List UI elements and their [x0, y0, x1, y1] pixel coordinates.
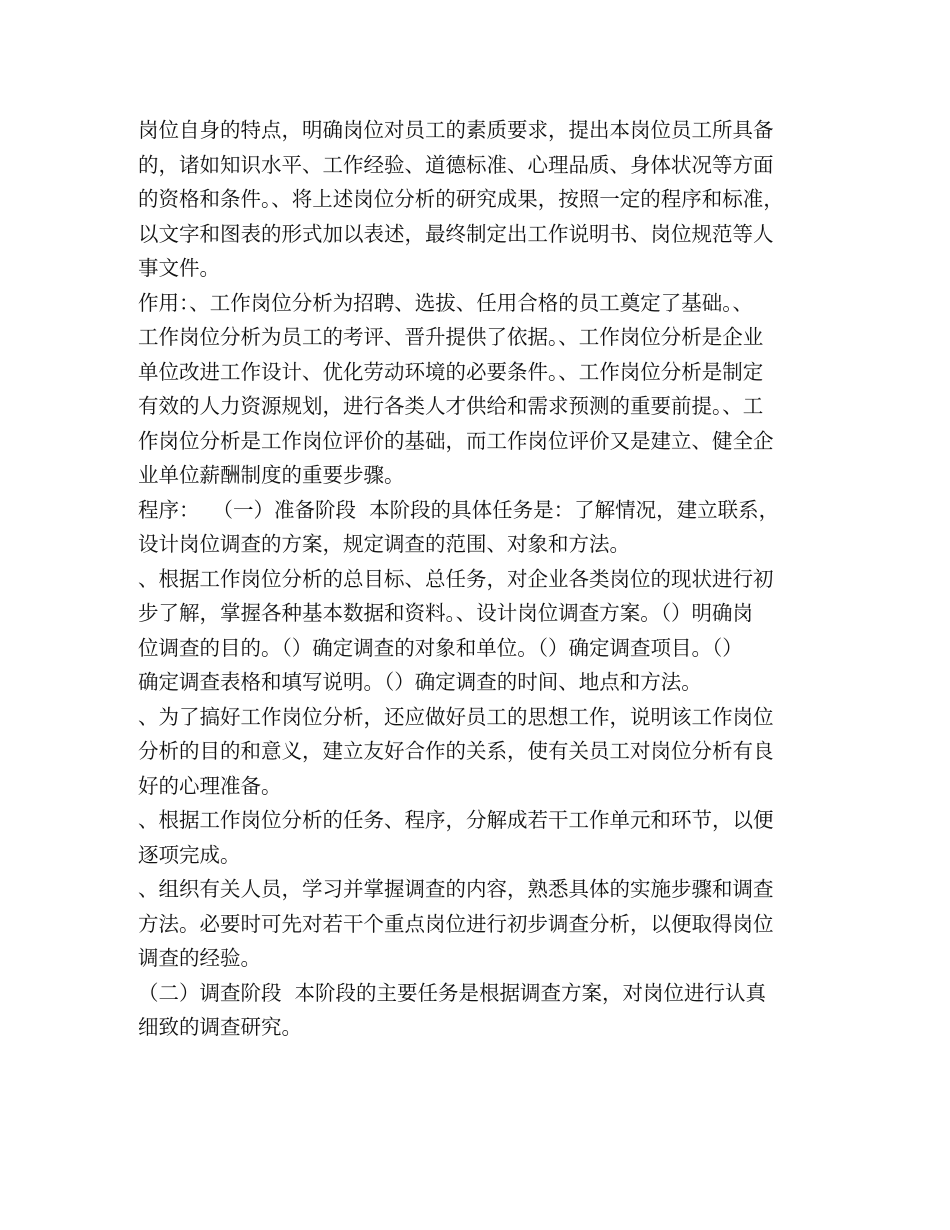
document-body — [138, 113, 828, 1045]
text-line: （二）调查阶段 本阶段的主要任务是根据调查方案，对岗位进行认真 — [138, 980, 767, 1005]
text-line: 的资格和条件。、将上述岗位分析的研究成果，按照一定的程序和标准， — [138, 187, 784, 211]
text-line: 步了解，掌握各种基本数据和资料。、设计岗位调查方案。（）明确岗 — [138, 601, 753, 625]
text-line: 有效的人力资源规划，进行各类人才供给和需求预测的重要前提。、工 — [138, 394, 764, 418]
text-line: 单位改进工作设计、优化劳动环境的必要条件。、工作岗位分析是制定 — [138, 359, 764, 384]
text-line: 程序： （一）准备阶段 本阶段的具体任务是：了解情况，建立联系， — [138, 497, 780, 522]
text-line: 事文件。 — [138, 256, 220, 280]
text-line: 、根据工作岗位分析的任务、程序，分解成若干工作单元和环节，以便 — [138, 808, 774, 832]
text-line: 逐项完成。 — [138, 842, 241, 867]
text-line: 分析的目的和意义，建立友好合作的关系，使有关员工对岗位分析有良 — [138, 739, 774, 763]
text-line: 好的心理准备。 — [138, 773, 282, 798]
text-line: 作岗位分析是工作岗位评价的基础，而工作岗位评价又是建立、健全企 — [138, 428, 774, 453]
text-line: 方法。必要时可先对若干个重点岗位进行初步调查分析，以便取得岗位 — [138, 911, 774, 936]
text-line: 确定调查表格和填写说明。（）确定调查的时间、地点和方法。 — [138, 670, 702, 694]
text-line: 调查的经验。 — [138, 946, 261, 970]
text-line: 工作岗位分析为员工的考评、晋升提供了依据。、工作岗位分析是企业 — [138, 325, 764, 349]
text-line: 作用：、工作岗位分析为招聘、选拔、任用合格的员工奠定了基础。、 — [138, 290, 753, 315]
text-line: 、组织有关人员，学习并掌握调查的内容，熟悉具体的实施步骤和调查 — [138, 877, 774, 901]
text-line: 设计岗位调查的方案，规定调查的范围、对象和方法。 — [138, 532, 630, 556]
text-line: 业单位薪酬制度的重要步骤。 — [138, 463, 405, 487]
text-line: 岗位自身的特点，明确岗位对员工的素质要求，提出本岗位员工所具备 — [138, 118, 774, 142]
text-line: 、为了搞好工作岗位分析，还应做好员工的思想工作，说明该工作岗位 — [138, 704, 774, 729]
text-line: 、根据工作岗位分析的总目标、总任务，对企业各类岗位的现状进行初 — [138, 566, 774, 591]
text-line: 以文字和图表的形式加以表述，最终制定出工作说明书、岗位规范等人 — [138, 221, 774, 246]
text-line: 的，诸如知识水平、工作经验、道德标准、心理品质、身体状况等方面 — [138, 152, 774, 177]
text-line: 位调查的目的。（）确定调查的对象和单位。（）确定调查项目。（） — [138, 635, 743, 660]
text-line: 细致的调查研究。 — [138, 1015, 302, 1039]
